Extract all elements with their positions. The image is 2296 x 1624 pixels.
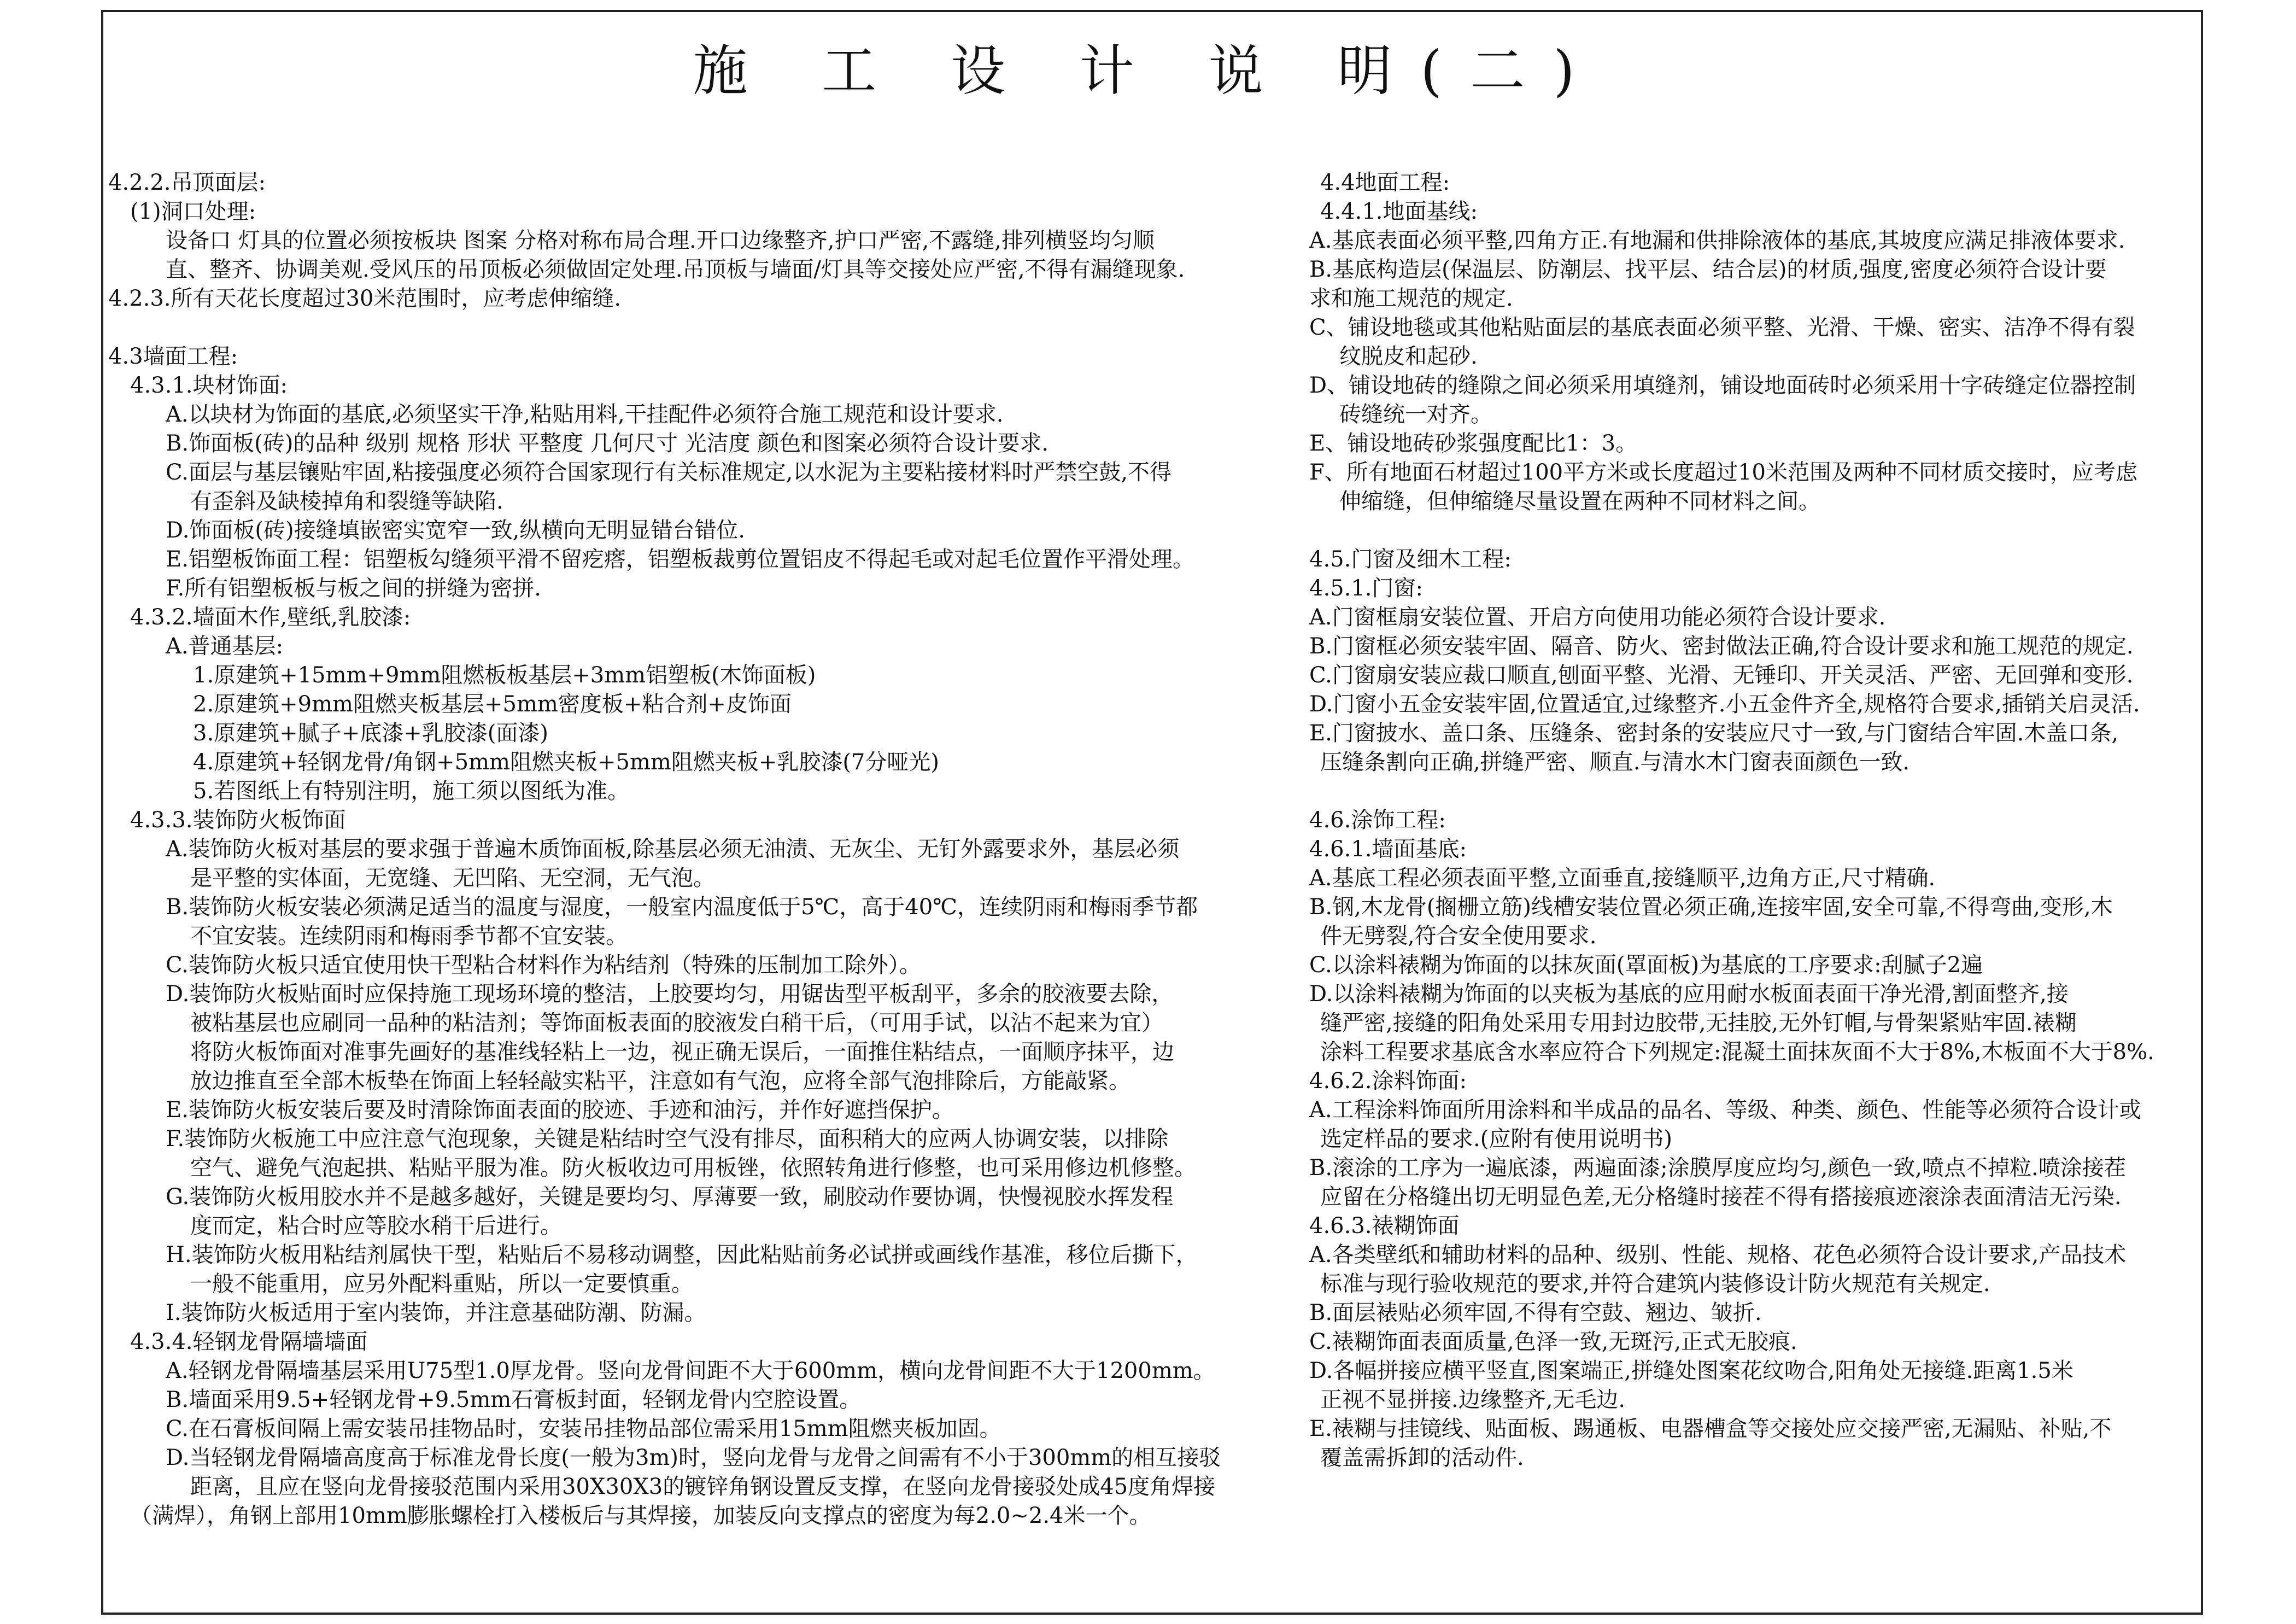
spec-line: 5.若图纸上有特别注明，施工须以图纸为准。: [193, 779, 630, 804]
spec-line: B.面层裱贴必须牢固,不得有空鼓、翘边、皱折.: [1309, 1300, 1762, 1325]
spec-line: G.装饰防火板用胶水并不是越多越好，关键是要均匀、厚薄要一致，刷胶动作要协调，快慢视胶水挥发程: [166, 1184, 1174, 1210]
spec-line: 4.6.2.涂料饰面:: [1309, 1068, 1467, 1094]
spec-line: 选定样品的要求.(应附有使用说明书): [1320, 1126, 1672, 1152]
spec-line: 空气、避免气泡起拱、粘贴平服为准。防火板收边可用板锉，依照转角进行修整，也可采用修边机修整。: [190, 1155, 1196, 1181]
spec-line: D.当轻钢龙骨隔墙高度高于标准龙骨长度(一般为3m)时，竖向龙骨与龙骨之间需有不小于300mm的相互接驳: [166, 1445, 1221, 1470]
spec-line: E.铝塑板饰面工程：铝塑板勾缝须平滑不留疙瘩，铝塑板裁剪位置铝皮不得起毛或对起毛位置作平滑处理。: [166, 547, 1194, 572]
spec-line: 4.2.2.吊顶面层:: [108, 170, 266, 195]
spec-line: 涂料工程要求基底含水率应符合下列规定:混凝土面抹灰面不大于8%,木板面不大于8%.: [1320, 1039, 2154, 1065]
spec-line: 有歪斜及缺棱掉角和裂缝等缺陷.: [190, 489, 503, 514]
paragraph-spacer: [1309, 516, 2176, 545]
spec-line: 度而定，粘合时应等胶水稍干后进行。: [190, 1213, 562, 1239]
spec-line: C.面层与基层镶贴牢固,粘接强度必须符合国家现行有关标准规定,以水泥为主要粘接材料时严禁空鼓,不得: [166, 460, 1172, 485]
spec-line: 4.5.门窗及细木工程:: [1309, 547, 1512, 572]
spec-line: C.裱糊饰面表面质量,色泽一致,无斑污,正式无胶痕.: [1309, 1329, 1797, 1354]
spec-line: 4.原建筑+轻钢龙骨/角钢+5mm阻燃夹板+5mm阻燃夹板+乳胶漆(7分哑光): [193, 750, 939, 775]
spec-line: 直、整齐、协调美观.受风压的吊顶板必须做固定处理.吊顶板与墙面/灯具等交接处应严密,不得有漏缝现象.: [166, 257, 1185, 282]
spec-line: 4.6.1.墙面基底:: [1309, 837, 1467, 862]
spec-line: 4.3.3.装饰防火板饰面: [130, 808, 346, 833]
spec-line: 压缝条割向正确,拼缝严密、顺直.与清水木门窗表面颜色一致.: [1320, 750, 1910, 775]
spec-line: 4.3.4.轻钢龙骨隔墙墙面: [130, 1329, 368, 1354]
spec-line: C.以涂料裱糊为饰面的以抹灰面(罩面板)为基底的工序要求:刮腻子2遍: [1309, 953, 1983, 978]
spec-line: 4.3墙面工程:: [108, 344, 238, 369]
spec-line: E.装饰防火板安装后要及时清除饰面表面的胶迹、手迹和油污，并作好遮挡保护。: [166, 1097, 954, 1123]
spec-line: 4.6.涂饰工程:: [1309, 808, 1446, 833]
spec-line: 4.5.1.门窗:: [1309, 576, 1423, 601]
spec-line: D.装饰防火板贴面时应保持施工现场环境的整洁，上胶要均匀，用锯齿型平板刮平，多余的胶液要去除，: [166, 982, 1174, 1007]
spec-line: D.饰面板(砖)接缝填嵌密实宽窄一致,纵横向无明显错台错位.: [166, 518, 745, 543]
spec-line: D、铺设地砖的缝隙之间必须采用填缝剂，铺设地面砖时必须采用十字砖缝定位器控制: [1309, 373, 2136, 398]
spec-line: 设备口 灯具的位置必须按板块 图案 分格对称布局合理.开口边缘整齐,护口严密,不露缝,排列横竖均匀顺: [166, 228, 1155, 253]
spec-line: I.装饰防火板适用于室内装饰，并注意基础防潮、防漏。: [166, 1300, 706, 1325]
spec-line: F.装饰防火板施工中应注意气泡现象，关键是粘结时空气没有排尽，面积稍大的应两人协调安装，以排除: [166, 1126, 1169, 1152]
spec-line: C.在石膏板间隔上需安装吊挂物品时，安装吊挂物品部位需采用15mm阻燃夹板加固。: [166, 1416, 1001, 1441]
spec-line: 一般不能重用，应另外配料重贴，所以一定要慎重。: [190, 1271, 693, 1296]
spec-line: D.各幅拼接应横平竖直,图案端正,拼缝处图案花纹吻合,阳角处无接缝.距离1.5米: [1309, 1358, 2074, 1383]
spec-line: 纹脱皮和起砂.: [1339, 344, 1478, 369]
spec-line: E、铺设地砖砂浆强度配比1：3。: [1309, 431, 1638, 456]
spec-line: F.所有铝塑板板与板之间的拼缝为密拼.: [166, 576, 541, 601]
spec-line: F、所有地面石材超过100平方米或长度超过10米范围及两种不同材质交接时，应考虑: [1309, 460, 2137, 485]
spec-line: A.门窗框扇安装位置、开启方向使用功能必须符合设计要求.: [1309, 605, 1886, 630]
spec-line: 4.4.1.地面基线:: [1320, 199, 1478, 224]
spec-line: A.基底工程必须表面平整,立面垂直,接缝顺平,边角方正,尺寸精确.: [1309, 866, 1936, 891]
spec-line: 3.原建筑+腻子+底漆+乳胶漆(面漆): [193, 721, 548, 746]
paragraph-spacer: [1309, 777, 2176, 806]
spec-line: 4.6.3.裱糊饰面: [1309, 1213, 1460, 1239]
spec-line: B.装饰防火板安装必须满足适当的温度与湿度，一般室内温度低于5℃，高于40℃，连续阴雨和梅雨季节都: [166, 895, 1198, 920]
spec-line: 不宜安装。连续阴雨和梅雨季节都不宜安装。: [190, 924, 628, 949]
spec-line: A.基底表面必须平整,四角方正.有地漏和供排除液体的基底,其坡度应满足排液体要求.: [1309, 228, 2125, 253]
spec-line: E.裱糊与挂镜线、贴面板、踢通板、电器槽盒等交接处应交接严密,无漏贴、补贴,不: [1309, 1416, 2112, 1441]
spec-line: 4.3.1.块材饰面:: [130, 373, 288, 398]
spec-line: C、铺设地毯或其他粘贴面层的基底表面必须平整、光滑、干燥、密实、洁净不得有裂: [1309, 315, 2135, 340]
spec-line: A.普通基层:: [166, 634, 284, 659]
spec-line: 是平整的实体面，无宽缝、无凹陷、无空洞，无气泡。: [190, 866, 715, 891]
spec-line: 4.3.2.墙面木作,壁纸,乳胶漆:: [130, 605, 411, 630]
left-column: [108, 168, 1262, 1530]
spec-line: A.工程涂料饰面所用涂料和半成品的品名、等级、种类、颜色、性能等必须符合设计或: [1309, 1097, 2141, 1123]
spec-line: E.门窗披水、盖口条、压缝条、密封条的安装应尺寸一致,与门窗结合牢固.木盖口条,: [1309, 721, 2119, 746]
spec-line: A.各类壁纸和辅助材料的品种、级别、性能、规格、花色必须符合设计要求,产品技术: [1309, 1242, 2127, 1267]
spec-line: 距离，且应在竖向龙骨接驳范围内采用30X30X3的镀锌角钢设置反支撑，在竖向龙骨接驳处成45度角焊接: [190, 1474, 1216, 1499]
spec-line: B.滚涂的工序为一遍底漆，两遍面漆;涂膜厚度应均匀,颜色一致,喷点不掉粒.喷涂接茬: [1309, 1155, 2126, 1181]
right-column: [1309, 168, 2176, 1473]
spec-line: 缝严密,接缝的阳角处采用专用封边胶带,无挂胶,无外钉帽,与骨架紧贴牢固.裱糊: [1320, 1010, 2077, 1036]
spec-line: 放边推直至全部木板垫在饰面上轻轻敲实粘平，注意如有气泡，应将全部气泡排除后，方能敲紧。: [190, 1068, 1131, 1094]
paragraph-spacer: [108, 313, 1262, 342]
spec-line: （满焊），角钢上部用10mm膨胀螺栓打入楼板后与其焊接，加装反向支撑点的密度为每2.0~2.4米一个。: [130, 1503, 1151, 1528]
spec-line: 伸缩缝，但伸缩缝尽量设置在两种不同材料之间。: [1339, 489, 1820, 514]
spec-line: 1.原建筑+15mm+9mm阻燃板板基层+3mm铝塑板(木饰面板): [193, 663, 816, 688]
spec-line: (1)洞口处理:: [130, 199, 256, 224]
spec-line: 正视不显拼接.边缘整齐,无毛边.: [1320, 1387, 1626, 1412]
spec-line: 求和施工规范的规定.: [1309, 286, 1513, 311]
spec-line: 砖缝统一对齐。: [1339, 402, 1492, 427]
spec-line: D.以涂料裱糊为饰面的以夹板为基底的应用耐水板面表面干净光滑,割面整齐,接: [1309, 982, 2069, 1007]
spec-line: A.以块材为饰面的基底,必须坚实干净,粘贴用料,干挂配件必须符合施工规范和设计要求.: [166, 402, 1004, 427]
spec-line: B.钢,木龙骨(搁栅立筋)线槽安装位置必须正确,连接牢固,安全可靠,不得弯曲,变形,木: [1309, 895, 2113, 920]
spec-line: B.饰面板(砖)的品种 级别 规格 形状 平整度 几何尺寸 光洁度 颜色和图案必须符合设计要求.: [166, 431, 1049, 456]
spec-line: H.装饰防火板用粘结剂属快干型，粘贴后不易移动调整，因此粘贴前务必试拼或画线作基准，移位后撕下，: [166, 1242, 1198, 1267]
spec-line: 应留在分格缝出切无明显色差,无分格缝时接茬不得有搭接痕迹滚涂表面清洁无污染.: [1320, 1184, 2122, 1210]
spec-line: 2.原建筑+9mm阻燃夹板基层+5mm密度板+粘合剂+皮饰面: [193, 692, 792, 717]
spec-line: 4.4地面工程:: [1320, 170, 1450, 195]
spec-line: 标准与现行验收规范的要求,并符合建筑内装修设计防火规范有关规定.: [1320, 1271, 1990, 1296]
spec-line: 件无劈裂,符合安全使用要求.: [1320, 924, 1597, 949]
page-title: 施 工 设 计 说 明(二): [693, 39, 1603, 103]
spec-line: C.门窗扇安装应裁口顺直,刨面平整、光滑、无锤印、开关灵活、严密、无回弹和变形.: [1309, 663, 2134, 688]
spec-line: 4.2.3.所有天花长度超过30米范围时，应考虑伸缩缝.: [108, 286, 622, 311]
spec-line: C.装饰防火板只适宜使用快干型粘合材料作为粘结剂（特殊的压制加工除外）。: [166, 953, 921, 978]
spec-line: B.墙面采用9.5+轻钢龙骨+9.5mm石膏板封面，轻钢龙骨内空腔设置。: [166, 1387, 862, 1412]
spec-line: A.装饰防火板对基层的要求强于普遍木质饰面板,除基层必须无油渍、无灰尘、无钉外露要求外，基层必须: [166, 837, 1180, 862]
spec-line: A.轻钢龙骨隔墙基层采用U75型1.0厚龙骨。竖向龙骨间距不大于600mm，横向龙骨间距不大于1200mm。: [166, 1358, 1215, 1383]
spec-line: D.门窗小五金安装牢固,位置适宜,过缘整齐.小五金件齐全,规格符合要求,插销关启灵活.: [1309, 692, 2140, 717]
spec-line: 将防火板饰面对准事先画好的基准线轻粘上一边，视正确无误后，一面推住粘结点，一面顺序抹平，边: [190, 1039, 1174, 1065]
spec-line: 被粘基层也应刷同一品种的粘洁剂；等饰面板表面的胶液发白稍干后，（可用手试，以沾不起来为宜）: [190, 1010, 1163, 1036]
spec-line: B.门窗框必须安装牢固、隔音、防火、密封做法正确,符合设计要求和施工规范的规定.: [1309, 634, 2134, 659]
spec-line: B.基底构造层(保温层、防潮层、找平层、结合层)的材质,强度,密度必须符合设计要: [1309, 257, 2107, 282]
spec-line: 覆盖需拆卸的活动件.: [1320, 1445, 1524, 1470]
